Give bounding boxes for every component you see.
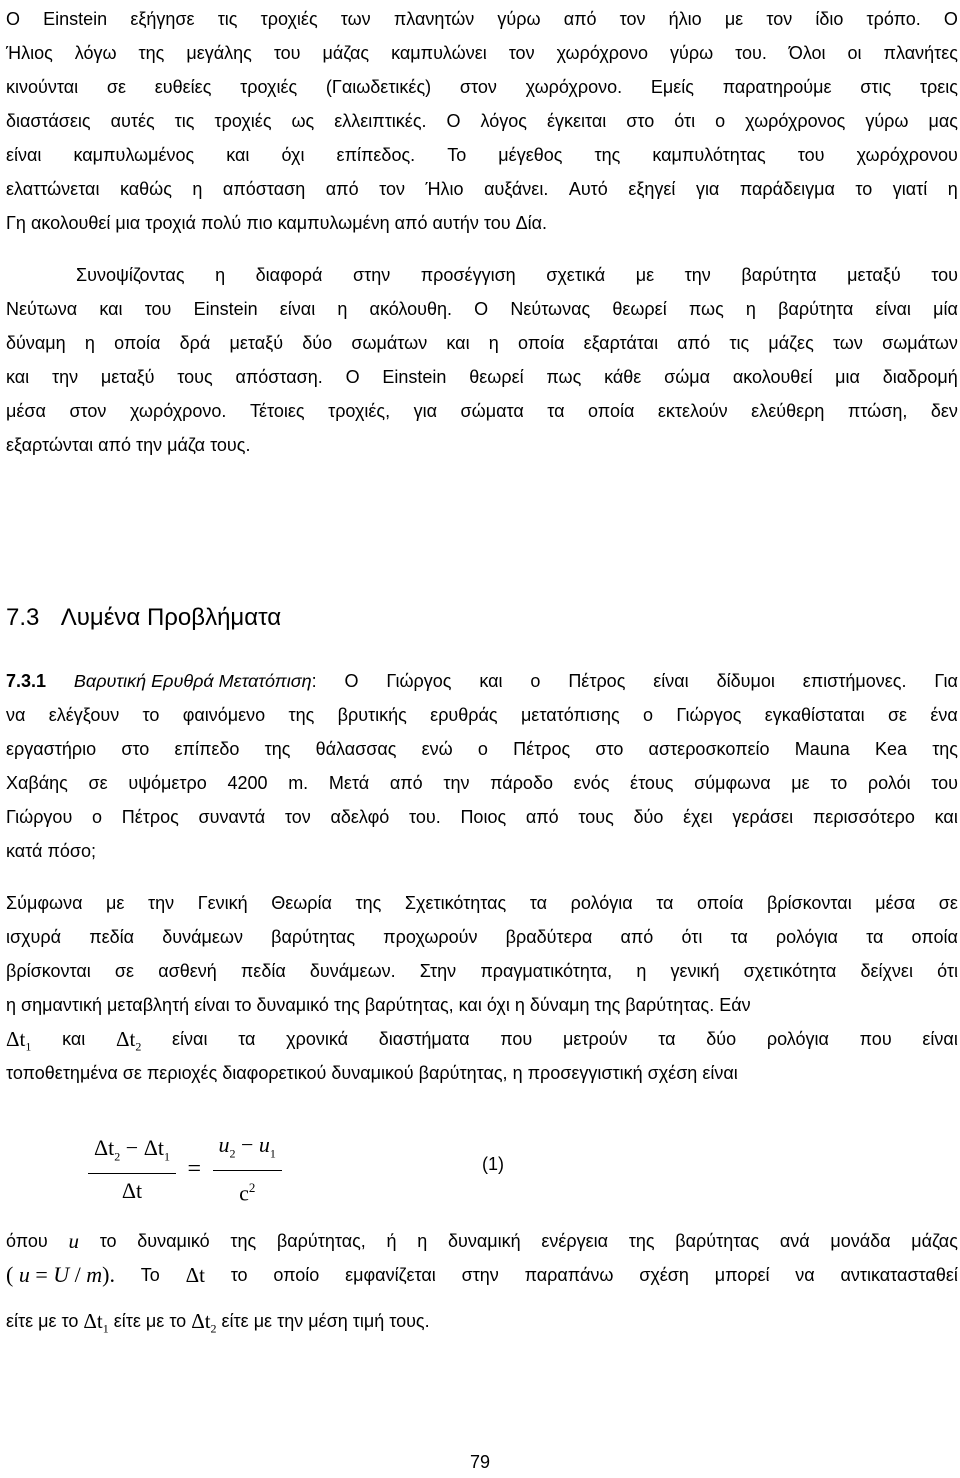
text-line: Νεύτωνα και του Einstein είναι η ακόλουθη. Ο Νεύτωνας θεωρεί πως η βαρύτητα είναι μία <box>6 299 958 319</box>
section-number: 7.3 <box>6 604 40 631</box>
text-line: κατά πόσο; <box>6 841 97 861</box>
text-line: Χαβάης σε υψόμετρο 4200 m. Μετά από την πάροδο ενός έτους σύμφωνα με το ρολόι του <box>6 773 958 793</box>
text-line: και την μεταξύ τους απόσταση. Ο Einstein θεωρεί πως κάθε σώμα ακολουθεί μια διαδρομή <box>6 367 958 387</box>
paragraph-einstein-orbits <box>6 2 958 240</box>
delta-t1: $\Delta t_1$ <box>6 1027 32 1054</box>
text-line: μέσα στον χωρόχρονο. Τέτοιες τροχιές, για σώματα τα οποία εκτελούν ελεύθερη πτώση, δεν <box>6 401 958 421</box>
section-title: Λυμένα Προβλήματα <box>60 604 282 631</box>
text-line: είναι καμπυλωμένος και όχι επίπεδος. Το μέγεθος της καμπυλότητας του χωρόχρονου <box>6 145 958 165</box>
paragraph-time-intervals <box>6 1022 958 1090</box>
paragraph-potential <box>6 1224 958 1338</box>
section-heading <box>6 598 281 638</box>
text-line: Συνοψίζοντας η διαφορά στην προσέγγιση σχετικά με την βαρύτητα μεταξύ του <box>76 265 958 285</box>
text-line: ισχυρά πεδία δυνάμεων βαρύτητας προχωρούν βραδύτερα από ότι τα ρολόγια τα οποία <box>6 927 958 947</box>
equation-1: $\frac{\Delta t_2 - \Delta t_1}{\Delta t}$ = $\frac{u_2 - u_1}{c^2}$ <box>88 1128 282 1208</box>
delta-t1: $\Delta t_1$ <box>83 1309 109 1336</box>
paragraph-newton-einstein-summary <box>6 258 958 462</box>
problem-first-line: 7.3.1 Βαρυτική Ερυθρά Μετατόπιση: Ο Γιώργος και ο Πέτρος είναι δίδυμοι επιστήμονες. Για <box>6 664 958 698</box>
text-line: είτε με το $\Delta t_1$ είτε με το $\Delta t_2$ είτε με την μέση τιμή τους. <box>6 1304 958 1338</box>
text-line: κινούνται σε ευθείες τροχιές (Γαιωδετικές) στον χωρόχρονο. Εμείς παρατηρούμε στις τρεις <box>6 77 958 97</box>
text-line: διαστάσεις αυτές τις τροχιές ως ελλειπτικές. Ο λόγος έγκειται στο ότι ο χωρόχρονος γύρω μας <box>6 111 958 131</box>
text-line: Ήλιος λόγω της μεγάλης του μάζας καμπυλώνει τον χωρόχρονο γύρω του. Όλοι οι πλανήτες <box>6 43 958 63</box>
text-line: Γη ακολουθεί μια τροχιά πολύ πιο καμπυλωμένη από αυτήν του Δία. <box>6 213 548 233</box>
problem-title: Βαρυτική Ερυθρά Μετατόπιση: <box>73 671 317 691</box>
equation-number: (1) <box>482 1154 504 1174</box>
text-line: ( u = U / m). Το Δt το οποίο εμφανίζεται στην παραπάνω σχέση μπορεί να αντικατασταθεί <box>6 1258 958 1292</box>
text-line: $\Delta t_1$ και $\Delta t_2$ είναι τα χρονικά διαστήματα που μετρούν τα δύο ρολόγια που είναι <box>6 1022 958 1056</box>
delta-t2: $\Delta t_2$ <box>115 1027 142 1054</box>
text-line: εργαστήριο στο επίπεδο της θάλασσας ενώ ο Πέτρος στο αστεροσκοπείο Mauna Kea της <box>6 739 958 759</box>
problem-label: 7.3.1 <box>6 671 47 691</box>
equation-rhs-fraction: $\frac{u_2 - u_1}{c^2}$ <box>213 1128 282 1211</box>
text-line: όπου u το δυναμικό της βαρύτητας, ή η δυναμική ενέργεια της βαρύτητας ανά μονάδα μάζας <box>6 1229 958 1253</box>
paragraph-general-relativity <box>6 886 958 1022</box>
delta-t2: $\Delta t_2$ <box>191 1309 217 1336</box>
u-equals-U-over-m: ( u = U / m). <box>6 1262 115 1287</box>
page-number: 79 <box>469 1452 491 1472</box>
text-line: να ελέγξουν το φαινόμενο της βρυτικής ερυθράς μετατόπισης ο Γιώργος εγκαθίσταται σε ένα <box>6 705 958 725</box>
text-line: η σημαντική μεταβλητή είναι το δυναμικό της βαρύτητας, και όχι η δύναμη της βαρύτητας. Εάν <box>6 995 751 1015</box>
text-line: Σύμφωνα με την Γενική Θεωρία της Σχετικότητας τα ρολόγια τα οποία βρίσκονται μέσα σε <box>6 893 958 913</box>
text-line: τοποθετημένα σε περιοχές διαφορετικού δυναμικού βαρύτητας, η προσεγγιστική σχέση είναι <box>6 1063 738 1083</box>
equation-lhs-fraction: $\frac{\Delta t_2 - \Delta t_1}{\Delta t}$ <box>88 1131 176 1208</box>
text-line: βρίσκονται σε ασθενή πεδία δυνάμεων. Στην πραγματικότητα, η γενική σχετικότητα δείχνει ότι <box>6 961 958 981</box>
text-line: δύναμη η οποία δρά μεταξύ δύο σωμάτων και η οποία εξαρτάται από τις μάζες των σωμάτων <box>6 333 958 353</box>
text-line: ελαττώνεται καθώς η απόσταση από τον Ήλιο αυξάνει. Αυτό εξηγεί για παράδειγμα το γιατί η <box>6 179 958 199</box>
text-line: Ο Einstein εξήγησε τις τροχιές των πλανητών γύρω από τον ήλιο με τον ίδιο τρόπο. Ο <box>6 9 958 29</box>
text-line: εξαρτώνται από την μάζα τους. <box>6 435 251 455</box>
text-line: Γιώργου ο Πέτρος συναντά τον αδελφό του. Ποιος από τους δύο έχει γεράσει περισσότερο και <box>6 807 958 827</box>
problem-statement <box>6 664 958 868</box>
